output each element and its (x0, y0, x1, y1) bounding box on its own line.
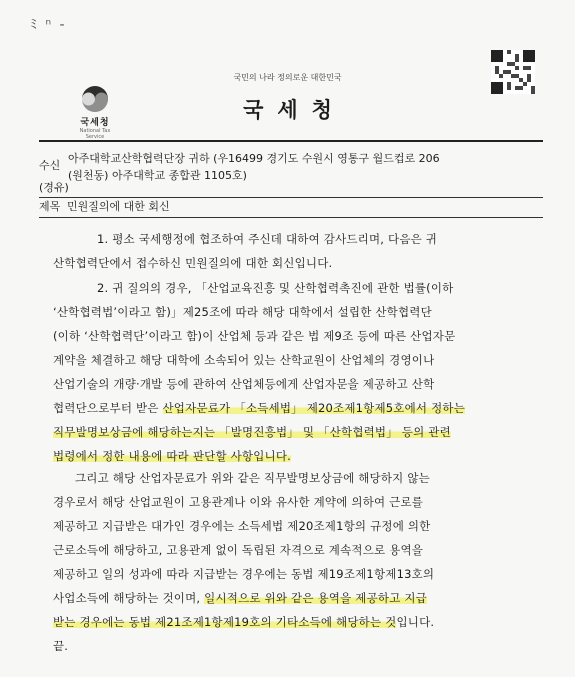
text-line: 2. 귀 질의의 경우, 「산업교육진흥 및 산학협력촉진에 관한 법률(이하 (97, 281, 454, 295)
paragraph-1 (53, 227, 543, 275)
text-line: 근로소득에 해당하고, 고용관계 없이 독립된 자격으로 계속적으로 용역을 (53, 543, 424, 557)
recipient-value: 아주대학교산학협력단장 귀하 (우16499 경기도 수원시 영통구 월드컵로 206 (원천동) 아주대학교 종합관 1105호) (68, 152, 440, 182)
header-rule (39, 140, 543, 142)
text-line (53, 396, 543, 420)
text-line: 산학협력단에서 접수하신 민원질의에 대한 회신입니다. (53, 256, 333, 270)
text-segment: 사업소득에 해당하는 것이며, (53, 591, 205, 605)
text-line (53, 420, 543, 444)
text-line: 제공하고 일의 성과에 따라 지급받는 경우에는 동법 제19조제1항제13호의 (53, 567, 435, 581)
text-line: 1. 평소 국세행정에 협조하여 주신데 대하여 감사드리며, 다음은 귀 (97, 232, 438, 246)
recipient-field (39, 150, 551, 184)
national-slogan: 국민의 나라 정의로운 대한민국 (233, 73, 342, 82)
highlighted-text: 직무발명보상금에 해당하는지는 「발명진흥법」 및 「산학협력법」 등의 관련 (53, 425, 451, 439)
logo-text: 국세청 (80, 118, 110, 128)
paragraph-3 (53, 466, 543, 658)
divider (39, 197, 543, 198)
text-line: (이하 ‘산학협력단’이라고 함)이 산업체 등과 같은 법 제9조 등에 따른 산업자문 (53, 329, 456, 343)
text-line: 산업기술의 개량·개발 등에 관하여 산업체등에게 산업자문을 제공하고 산학 (53, 377, 435, 391)
text-line (53, 586, 543, 610)
subject-field (39, 199, 170, 215)
text-line: 제공하고 지급받은 대가인 경우에는 소득세법 제20조제1항의 규정에 의한 (53, 519, 431, 533)
recipient-label: 수신 (39, 159, 61, 172)
paragraph-2 (53, 276, 543, 468)
text-line: 계약을 체결하고 해당 대학에 소속되어 있는 산학교원이 산업체의 경영이나 (53, 353, 435, 367)
logo-subtext: National Tax Service (79, 128, 111, 140)
text-line: ‘산학협력법’이라고 함)」제25조에 따라 해당 대학에서 설립한 산학협력단 (53, 305, 432, 319)
scan-artifact: ﾐ ⁿ - (30, 17, 67, 33)
text-line: 경우로서 해당 산업교원이 고용관계나 이와 유사한 계약에 의하여 근로를 (53, 495, 424, 509)
text-segment: 협력단으로부터 받은 (53, 401, 163, 415)
highlighted-text: 일시적으로 위와 같은 용역을 제공하고 지급 (204, 591, 427, 605)
highlighted-text: 산업자문료가 「소득세법」 제20조제1항제5호에서 정하는 (162, 401, 466, 415)
end-mark: 끝. (53, 639, 69, 653)
text-line: 그리고 해당 산업자문료가 위와 같은 직무발명보상금에 해당하지 않는 (75, 471, 430, 485)
via-label: (경유) (39, 181, 69, 194)
text-line (53, 444, 543, 468)
subject-value: 민원질의에 대한 회신 (67, 200, 170, 213)
text-segment: 입니다. (396, 615, 435, 629)
agency-title: 국세청 (243, 98, 346, 122)
highlighted-text: 받는 경우에는 동법 제21조제1항제19호의 기타소득에 해당하는 것 (53, 615, 397, 629)
divider (39, 217, 543, 218)
subject-label: 제목 (39, 200, 61, 213)
text-line (53, 610, 543, 634)
highlighted-text: 법령에서 정한 내용에 따라 판단할 사항입니다. (53, 449, 292, 463)
